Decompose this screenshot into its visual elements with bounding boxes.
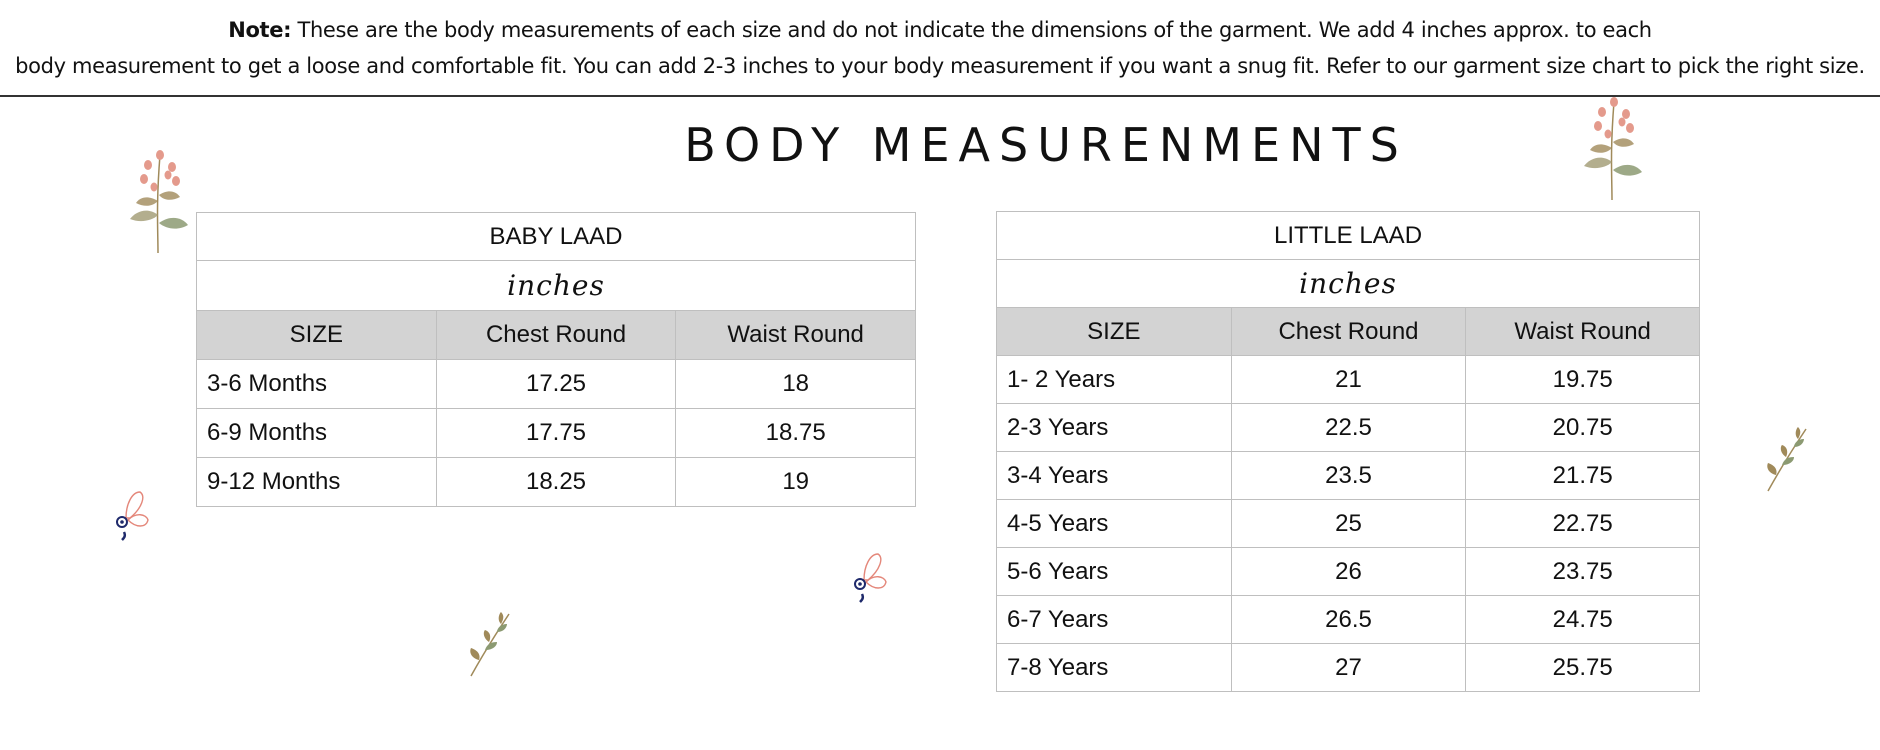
chest-cell: 26 [1231, 548, 1466, 596]
size-cell: 5-6 Years [997, 548, 1232, 596]
butterfly-icon [850, 552, 890, 604]
floral-sprig-icon [118, 145, 198, 255]
table-row [997, 548, 1700, 596]
unit-label: inches [197, 261, 916, 311]
leaf-sprig-icon [1762, 425, 1812, 493]
waist-cell: 19.75 [1466, 356, 1700, 404]
chest-cell: 25 [1231, 500, 1466, 548]
waist-cell: 23.75 [1466, 548, 1700, 596]
chest-cell: 18.25 [436, 458, 676, 507]
butterfly-icon [112, 490, 152, 542]
waist-cell: 18 [676, 360, 916, 409]
table-row [197, 360, 916, 409]
note-line-1 [0, 12, 1880, 48]
size-cell: 2-3 Years [997, 404, 1232, 452]
waist-cell: 24.75 [1466, 596, 1700, 644]
note-text-1: These are the body measurements of each size and do not indicate the dimensions of the garment. We add 4 inches approx. to each [297, 18, 1652, 42]
note-lead: Note: [228, 18, 292, 42]
page-title: BODY MEASURENMENTS [684, 118, 1408, 172]
baby-laad-table [196, 212, 916, 507]
chest-cell: 26.5 [1231, 596, 1466, 644]
size-cell: 1- 2 Years [997, 356, 1232, 404]
unit-label: inches [997, 260, 1700, 308]
size-cell: 7-8 Years [997, 644, 1232, 692]
waist-cell: 22.75 [1466, 500, 1700, 548]
note-text-2: body measurement to get a loose and comfortable fit. You can add 2-3 inches to your body measurement if you want a snug fit. Refer to our garment size chart to pick the right size. [15, 54, 1865, 78]
waist-cell: 20.75 [1466, 404, 1700, 452]
waist-cell: 25.75 [1466, 644, 1700, 692]
column-header-chest: Chest Round [436, 311, 676, 360]
table-caption: BABY LAAD [197, 213, 916, 261]
table-row [197, 458, 916, 507]
table-caption: LITTLE LAAD [997, 212, 1700, 260]
table-row [997, 644, 1700, 692]
floral-sprig-icon [1572, 92, 1652, 202]
chest-cell: 17.75 [436, 409, 676, 458]
size-cell: 3-4 Years [997, 452, 1232, 500]
little-laad-table [996, 211, 1700, 692]
table-row [997, 596, 1700, 644]
column-header-size: SIZE [997, 308, 1232, 356]
chest-cell: 17.25 [436, 360, 676, 409]
table-row [997, 404, 1700, 452]
size-note [0, 12, 1880, 84]
chest-cell: 22.5 [1231, 404, 1466, 452]
waist-cell: 18.75 [676, 409, 916, 458]
waist-cell: 21.75 [1466, 452, 1700, 500]
chest-cell: 27 [1231, 644, 1466, 692]
size-cell: 3-6 Months [197, 360, 437, 409]
table-row [997, 500, 1700, 548]
waist-cell: 19 [676, 458, 916, 507]
column-header-waist: Waist Round [676, 311, 916, 360]
table-row [997, 452, 1700, 500]
column-header-chest: Chest Round [1231, 308, 1466, 356]
leaf-sprig-icon [465, 610, 515, 678]
table-row [997, 356, 1700, 404]
table-row [197, 409, 916, 458]
size-cell: 6-7 Years [997, 596, 1232, 644]
size-cell: 6-9 Months [197, 409, 437, 458]
chest-cell: 21 [1231, 356, 1466, 404]
size-cell: 4-5 Years [997, 500, 1232, 548]
column-header-waist: Waist Round [1466, 308, 1700, 356]
size-cell: 9-12 Months [197, 458, 437, 507]
chest-cell: 23.5 [1231, 452, 1466, 500]
column-header-size: SIZE [197, 311, 437, 360]
